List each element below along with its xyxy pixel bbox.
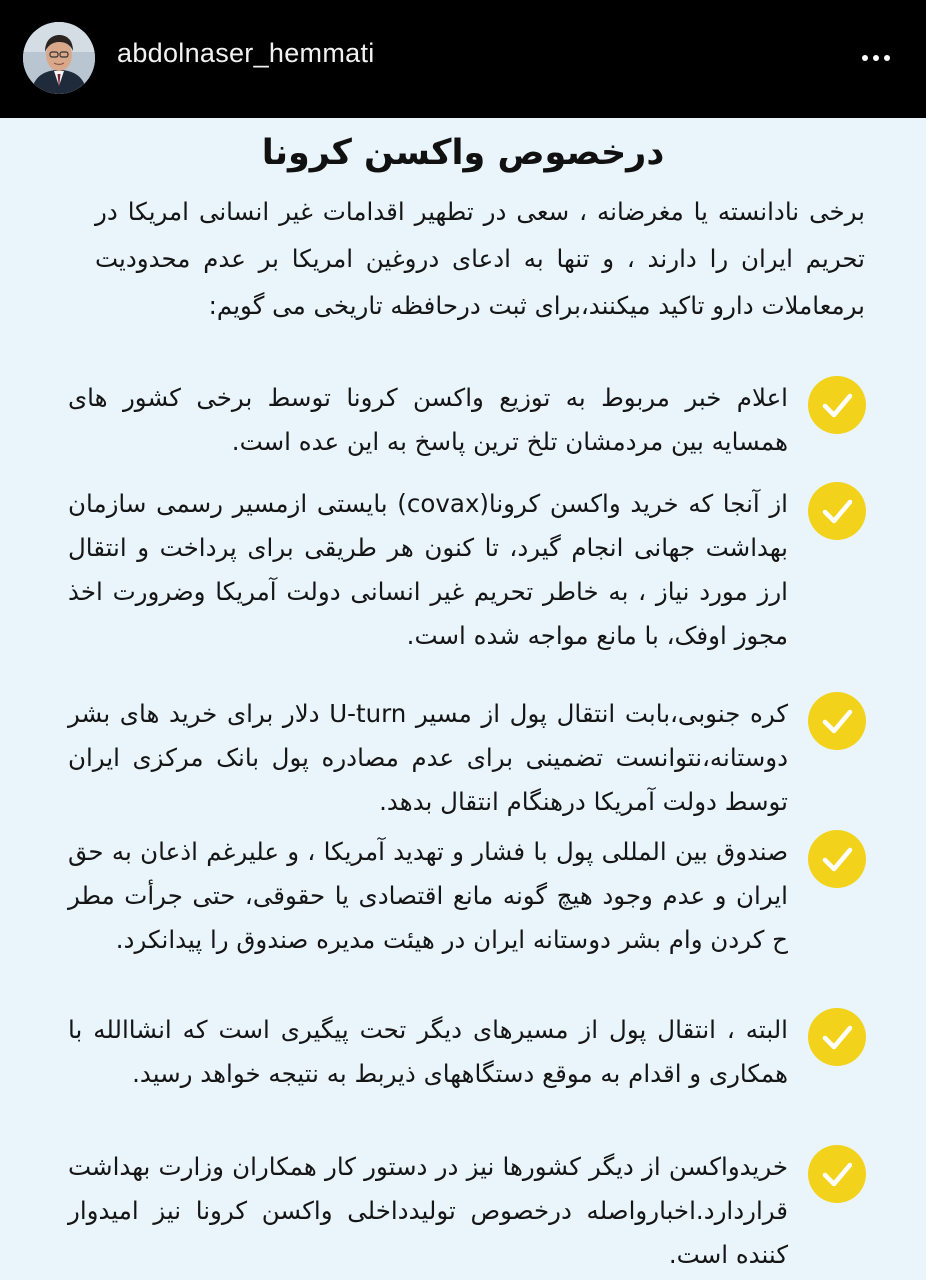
- list-item-text: صندوق بین المللی پول با فشار و تهدید آمریکا ، و علیرغم اذعان به حق ایران و عدم وجود هیچ گونه مانع اقتصادی یا حقوقی، حتی جرأت مطر ح کردن وام بشر دوستانه ایران در هیئت مدیره صندوق را پیدانکرد.: [68, 837, 788, 954]
- post-header: [0, 0, 926, 118]
- check-icon: [808, 376, 866, 434]
- check-icon: [808, 830, 866, 888]
- username-link[interactable]: abdolnaser_hemmati: [117, 38, 375, 68]
- list-item-text: البته ، انتقال پول از مسیرهای دیگر تحت پیگیری است که انشاالله با همکاری و اقدام به موقع دستگاههای ذیربط به نتیجه خواهد رسید.: [68, 1015, 788, 1088]
- profile-avatar[interactable]: [23, 22, 95, 94]
- post-image: [0, 118, 926, 1280]
- more-dot-icon: [884, 55, 890, 61]
- check-icon: [808, 1145, 866, 1203]
- post-title: درخصوص واکسن کرونا: [261, 133, 665, 173]
- check-icon: [808, 1008, 866, 1066]
- list-item-text: اعلام خبر مربوط به توزیع واکسن کرونا توسط برخی کشور های همسایه بین مردمشان تلخ ترین پاسخ به این عده است.: [68, 383, 788, 456]
- list-item-text: خریدواکسن از دیگر کشورها نیز در دستور کار همکاران وزارت بهداشت قراردارد.اخبارواصله درخصوص تولیدداخلی واکسن کرونا نیز امیدوار کننده است.: [68, 1152, 788, 1269]
- list-item-text: از آنجا که خرید واکسن کرونا(covax) بایستی ازمسیر رسمی سازمان بهداشت جهانی انجام گیرد، تا کنون هر طریقی برای پرداخت و انتقال ارز مورد نیاز ، به خاطر تحریم غیر انسانی دولت آمریکا وضرورت اخذ مجوز اوفک، با مانع مواجه شده است.: [68, 489, 788, 650]
- check-icon: [808, 692, 866, 750]
- list-item-text: کره جنوبی،بابت انتقال پول از مسیر U-turn دلار برای خرید های بشر دوستانه،نتوانست تضمینی برای عدم مصادره پول بانک مرکزی ایران توسط دولت آمریکا درهنگام انتقال بدهد.: [68, 699, 788, 816]
- check-icon: [808, 482, 866, 540]
- more-dot-icon: [862, 55, 868, 61]
- intro-paragraph: برخی نادانسته یا مغرضانه ، سعی در تطهیر اقدامات غیر انسانی امریکا در تحریم ایران را دارند ، و تنها به ادعای دروغین امریکا بر عدم محدودیت برمعاملات دارو تاکید میکنند،برای ثبت درحافظه تاریخی می گویم:: [95, 197, 865, 320]
- more-dot-icon: [873, 55, 879, 61]
- more-options-button[interactable]: [848, 40, 904, 76]
